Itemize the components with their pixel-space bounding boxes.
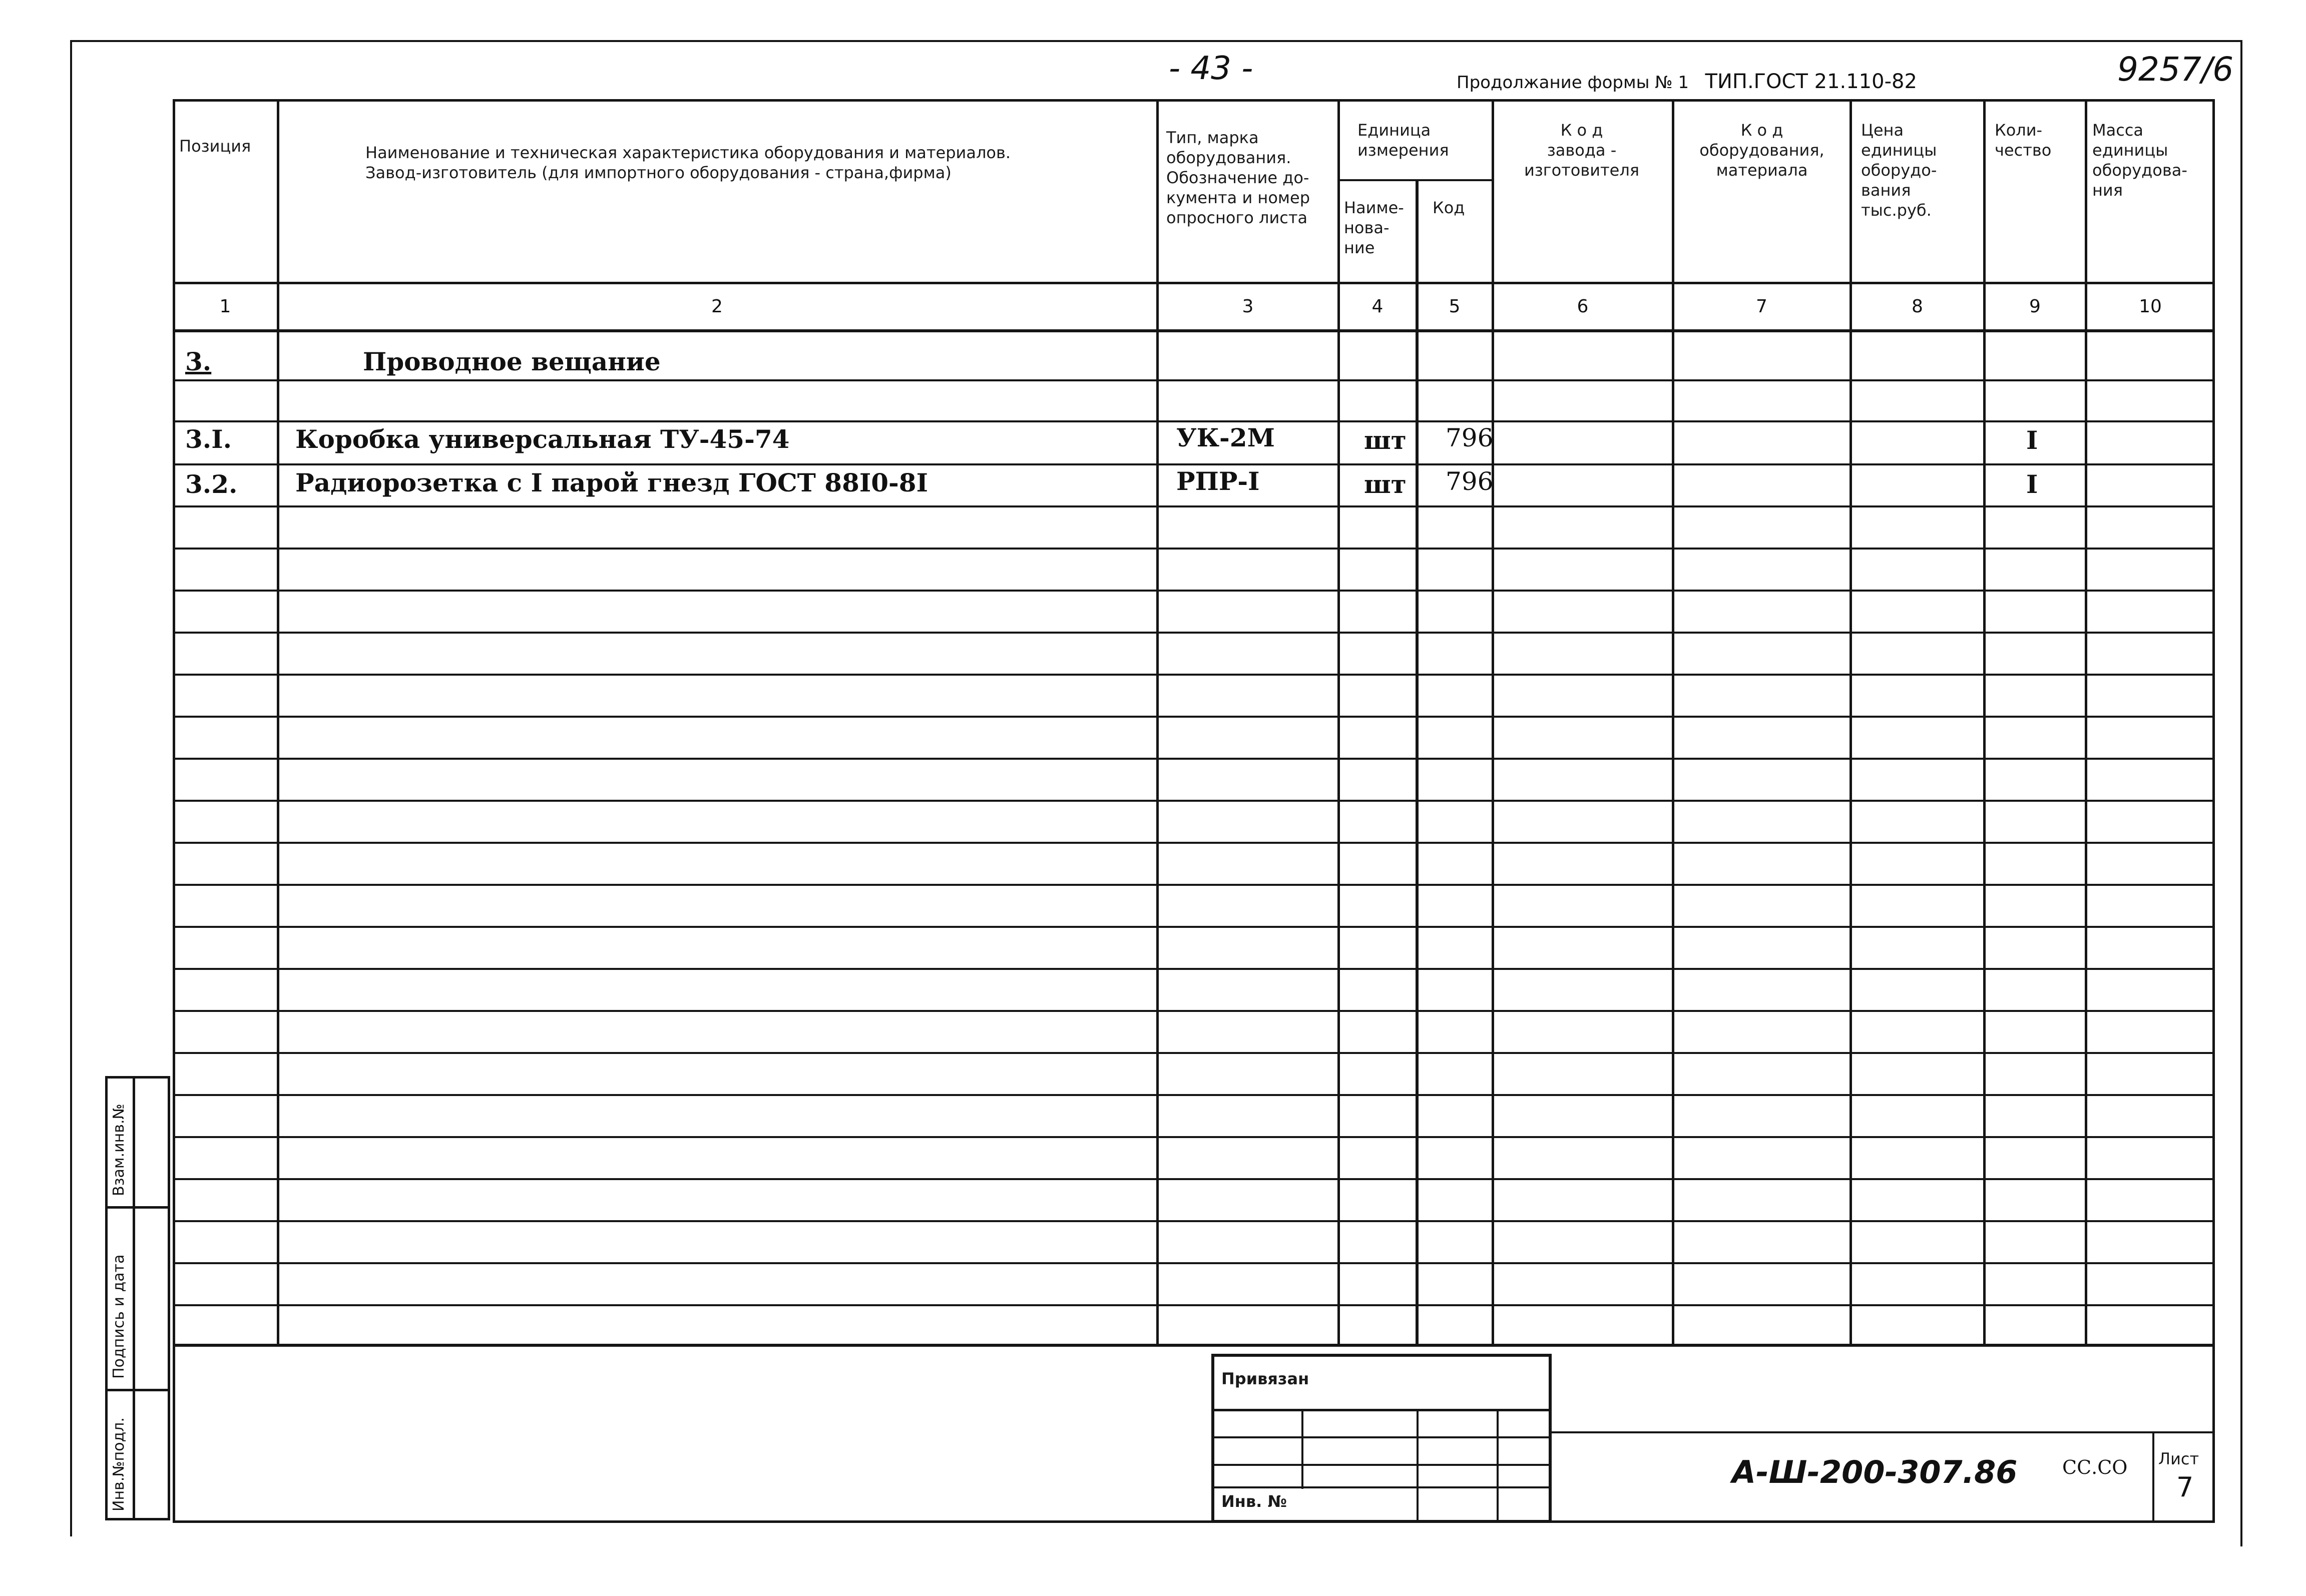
header-qty-l1: Коли-: [1995, 121, 2043, 140]
header-qty: [1995, 120, 2051, 160]
sidebar-label-original-inv: Инв.№подл.: [110, 1417, 128, 1511]
header-equip-code-l3: материала: [1716, 161, 1808, 180]
row-line: [173, 1220, 2215, 1222]
colnum-1: 1: [219, 296, 231, 317]
sheet-left-border: [70, 40, 72, 1536]
row-line: [173, 926, 2215, 928]
row2-qty: I: [2026, 469, 2038, 499]
col-divider-4: [1416, 180, 1419, 1344]
header-mass-l2: единицы: [2092, 141, 2168, 160]
row-line: [173, 758, 2215, 760]
sheet-reference: 9257/6: [2117, 50, 2234, 89]
inv-label: Инв. №: [1221, 1492, 1287, 1511]
sheet-top-border: [70, 40, 2242, 42]
header-price-l1: Цена: [1861, 121, 1904, 140]
row1-code: 796: [1446, 423, 1494, 452]
form-continuation-note: [1457, 70, 1917, 93]
colnum-2: 2: [711, 296, 723, 317]
colnum-4: 4: [1371, 296, 1383, 317]
col-divider-6: [1672, 99, 1674, 1344]
header-unit-name-l3: ние: [1344, 238, 1375, 257]
binding-line-3: [1211, 1464, 1552, 1466]
title-block-line: [1552, 1431, 2215, 1433]
row2-name: Радиорозетка с I парой гнезд ГОСТ 88I0-8I: [295, 468, 928, 497]
header-bottom-line: [173, 282, 2215, 284]
header-type-l2: оборудования.: [1166, 148, 1291, 167]
row-line: [173, 884, 2215, 886]
row2-unit: шт: [1364, 469, 1407, 499]
sheet-number: 7: [2176, 1471, 2194, 1503]
sidebar-inner-divider: [133, 1076, 135, 1520]
row-line: [173, 548, 2215, 550]
row-line: [173, 1304, 2215, 1306]
unit-header-divider: [1337, 179, 1492, 181]
row-line: [173, 463, 2215, 465]
sidebar-label-replace-inv: Взам.инв.№: [110, 1104, 128, 1196]
header-plant-code-l1: К о д: [1560, 121, 1603, 140]
col-divider-9: [2085, 99, 2087, 1344]
header-type-l4: кумента и номер: [1166, 188, 1310, 207]
document-code: А-Ш-200-307.86: [1732, 1454, 2018, 1490]
row1-type: УК-2М: [1176, 423, 1275, 452]
header-plant-code: [1497, 120, 1667, 180]
sidebar-divider-2: [105, 1389, 170, 1391]
header-unit-code: Код: [1433, 198, 1465, 217]
row2-code: 796: [1446, 467, 1494, 496]
row1-unit: шт: [1364, 425, 1407, 455]
standard-ref: ТИП.ГОСТ 21.110-82: [1705, 70, 1917, 93]
header-type-l1: Тип, марка: [1166, 128, 1259, 147]
row-line: [173, 1178, 2215, 1180]
header-unit-name-l1: Наиме-: [1344, 198, 1404, 217]
row-line: [173, 1094, 2215, 1096]
colnum-8: 8: [1912, 296, 1923, 317]
row1-name: Коробка универсальная ТУ-45-74: [295, 424, 790, 454]
row1-qty: I: [2026, 425, 2038, 455]
header-price-l5: тыс.руб.: [1861, 201, 1932, 220]
header-unit-name: [1344, 198, 1404, 258]
colnum-3: 3: [1242, 296, 1254, 317]
col-divider-3: [1337, 99, 1340, 1344]
header-unit-l2: измерения: [1357, 141, 1449, 160]
colnum-5: 5: [1449, 296, 1461, 317]
header-price: [1861, 120, 1937, 220]
header-price-l4: вания: [1861, 181, 1911, 200]
row2-type: РПР-I: [1176, 466, 1260, 496]
row-line: [173, 1262, 2215, 1264]
sheet-right-border: [2240, 40, 2242, 1546]
col-divider-7: [1850, 99, 1852, 1344]
col-divider-2: [1156, 99, 1159, 1344]
header-type: [1166, 128, 1310, 228]
row1-position: 3.I.: [185, 424, 232, 454]
header-type-l3: Обозначение до-: [1166, 168, 1309, 187]
row-line: [173, 1010, 2215, 1012]
page-number: - 43 -: [1169, 50, 1253, 87]
header-unit-l1: Единица: [1357, 121, 1431, 140]
row-line: [173, 590, 2215, 592]
row-line: [173, 1052, 2215, 1054]
header-unit-name-l2: нова-: [1344, 218, 1390, 237]
colnum-10: 10: [2139, 296, 2162, 317]
header-position: Позиция: [179, 137, 251, 156]
header-price-l2: единицы: [1861, 141, 1937, 160]
section-position: 3.: [185, 347, 212, 376]
row-line: [173, 842, 2215, 844]
row-line: [173, 420, 2215, 422]
col-divider-1: [277, 99, 279, 1344]
row2-position: 3.2.: [185, 469, 238, 499]
colnum-7: 7: [1756, 296, 1767, 317]
header-name-line2: Завод-изготовитель (для импортного оборудования - страна,фирма): [365, 163, 952, 182]
sheet-label: Лист: [2158, 1449, 2199, 1468]
sidebar-label-signature-date: Подпись и дата: [110, 1254, 128, 1379]
row-line: [173, 716, 2215, 718]
sheet-box-vline: [2152, 1431, 2154, 1523]
col-divider-5: [1492, 99, 1494, 1344]
row-line: [173, 1344, 2215, 1347]
header-mass: [2092, 120, 2187, 200]
header-mass-l1: Масса: [2092, 121, 2144, 140]
binding-line-4: [1211, 1486, 1552, 1488]
row-line: [173, 674, 2215, 676]
header-equip-code: [1677, 120, 1847, 180]
header-name-line1: Наименование и техническая характеристика оборудования и материалов.: [365, 143, 1011, 162]
header-equip-code-l2: оборудования,: [1699, 141, 1824, 160]
header-qty-l2: чество: [1995, 141, 2052, 160]
header-name: [365, 143, 1011, 183]
col-divider-8: [1983, 99, 1986, 1344]
binding-vline-3: [1497, 1409, 1499, 1523]
row-line: [173, 1136, 2215, 1138]
header-plant-code-l3: изготовителя: [1524, 161, 1640, 180]
header-price-l3: оборудо-: [1861, 161, 1937, 180]
binding-line-2: [1211, 1436, 1552, 1438]
header-type-l5: опросного листа: [1166, 208, 1308, 227]
binding-label: Привязан: [1221, 1369, 1309, 1388]
form-note: Продолжание формы № 1: [1457, 73, 1689, 93]
header-mass-l4: ния: [2092, 181, 2123, 200]
colnum-9: 9: [2029, 296, 2041, 317]
binding-line-1: [1211, 1409, 1552, 1411]
section-title: Проводное вещание: [363, 347, 661, 376]
document-suffix: СС.СО: [2062, 1456, 2128, 1478]
row-line: [173, 968, 2215, 970]
row-line: [173, 505, 2215, 507]
header-mass-l3: оборудова-: [2092, 161, 2187, 180]
binding-vline-1: [1301, 1409, 1303, 1489]
sidebar-divider-1: [105, 1206, 170, 1209]
colnum-6: 6: [1577, 296, 1589, 317]
row-line: [173, 800, 2215, 802]
binding-vline-2: [1417, 1409, 1419, 1523]
column-numbers-bottom-line: [173, 329, 2215, 332]
row-line: [173, 632, 2215, 634]
header-plant-code-l2: завода -: [1547, 141, 1617, 160]
row-line: [173, 379, 2215, 381]
header-equip-code-l1: К о д: [1740, 121, 1783, 140]
header-unit: [1357, 120, 1449, 160]
